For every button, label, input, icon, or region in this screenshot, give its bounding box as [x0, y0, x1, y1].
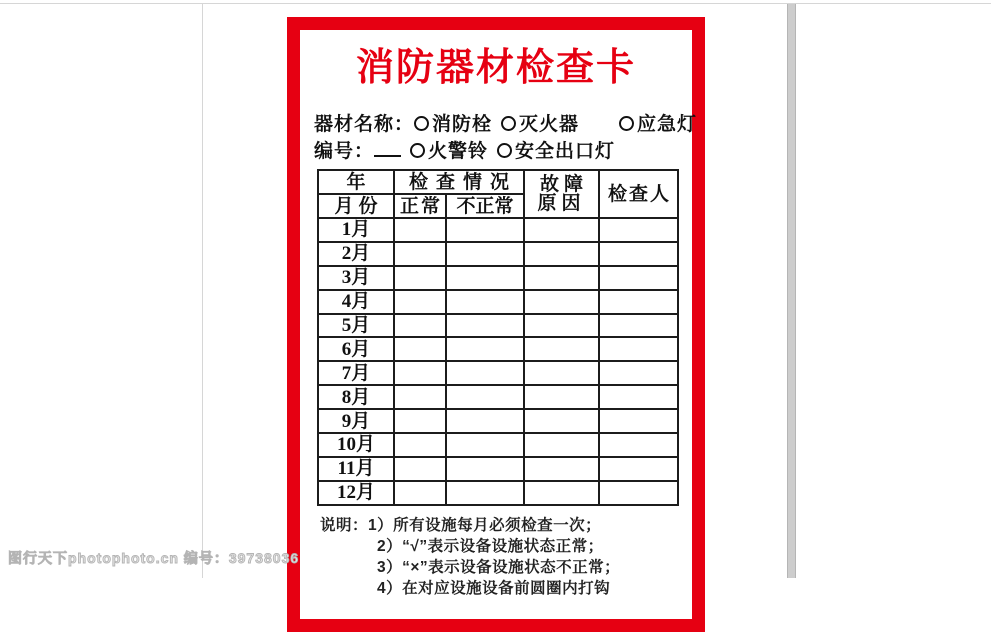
- option-fire-hydrant: [414, 111, 492, 138]
- month-cell: 1月: [318, 218, 394, 242]
- radio-circle-icon: [619, 116, 634, 131]
- grid-cell: [524, 361, 599, 385]
- option-fire-extinguisher: [501, 111, 579, 138]
- grid-cell: [446, 266, 524, 290]
- grid-cell: [394, 361, 446, 385]
- month-cell: 2月: [318, 242, 394, 266]
- grid-cell: [446, 290, 524, 314]
- radio-circle-icon: [414, 116, 429, 131]
- table-row: [318, 481, 678, 505]
- option-label: 火警铃: [428, 141, 489, 162]
- table-row: [318, 457, 678, 481]
- option-label: 安全出口灯: [515, 141, 616, 162]
- grid-cell: [394, 481, 446, 505]
- option-label: 灭火器: [519, 114, 580, 135]
- watermark: 图行天下photophoto.cn 编号：39738036: [8, 550, 300, 566]
- scrollbar[interactable]: [787, 4, 796, 578]
- serial-number-label: 编号：: [314, 141, 375, 162]
- grid-cell: [599, 218, 678, 242]
- divider-top: [0, 3, 991, 4]
- fault-reason-line2: 原因: [537, 193, 586, 214]
- month-cell: 3月: [318, 266, 394, 290]
- option-exit-light: [497, 138, 615, 165]
- table-row: [318, 266, 678, 290]
- table-row: [318, 337, 678, 361]
- grid-cell: [599, 337, 678, 361]
- inspection-table: [317, 169, 679, 506]
- month-header-cell: 月份: [318, 194, 394, 218]
- grid-cell: [394, 337, 446, 361]
- radio-circle-icon: [501, 116, 516, 131]
- inspector-header-cell: 检查人: [599, 170, 678, 218]
- grid-cell: [446, 409, 524, 433]
- fault-reason-header-cell: [524, 170, 599, 218]
- fire-equipment-inspection-card: [287, 17, 705, 632]
- grid-cell: [394, 290, 446, 314]
- grid-cell: [524, 314, 599, 338]
- grid-cell: [394, 218, 446, 242]
- note-item: 2）“√”表示设备设施状态正常；: [377, 537, 604, 555]
- grid-cell: [394, 433, 446, 457]
- grid-cell: [446, 337, 524, 361]
- fault-reason-line1: 故障: [540, 174, 589, 195]
- grid-cell: [524, 266, 599, 290]
- grid-cell: [394, 242, 446, 266]
- grid-cell: [599, 290, 678, 314]
- grid-cell: [524, 433, 599, 457]
- table-row: [318, 433, 678, 457]
- grid-cell: [599, 361, 678, 385]
- grid-cell: [599, 457, 678, 481]
- grid-cell: [599, 242, 678, 266]
- month-cell: 8月: [318, 385, 394, 409]
- grid-cell: [446, 218, 524, 242]
- grid-cell: [524, 218, 599, 242]
- table-row: [318, 314, 678, 338]
- grid-cell: [524, 481, 599, 505]
- table-row: [318, 242, 678, 266]
- grid-cell: [524, 409, 599, 433]
- grid-cell: [394, 385, 446, 409]
- grid-cell: [446, 314, 524, 338]
- month-cell: 5月: [318, 314, 394, 338]
- divider-left: [202, 4, 203, 578]
- grid-cell: [446, 385, 524, 409]
- grid-cell: [599, 409, 678, 433]
- equipment-section: [314, 111, 698, 165]
- grid-cell: [524, 242, 599, 266]
- month-cell: 6月: [318, 337, 394, 361]
- radio-circle-icon: [410, 143, 425, 158]
- serial-number-line: [314, 138, 692, 165]
- note-item: 4）在对应设施设备前圆圈内打钩: [377, 579, 611, 597]
- month-cell: 4月: [318, 290, 394, 314]
- year-header-cell: 年: [318, 170, 394, 194]
- table-row: [318, 409, 678, 433]
- equipment-name-line: [314, 111, 698, 138]
- notes-section: [320, 515, 692, 599]
- grid-cell: [394, 314, 446, 338]
- abnormal-header-cell: 不正常: [446, 194, 524, 218]
- card-title: 消防器材检查卡: [355, 47, 636, 89]
- month-cell: 9月: [318, 409, 394, 433]
- month-cell: 11月: [318, 457, 394, 481]
- grid-cell: [599, 433, 678, 457]
- table-row: [318, 290, 678, 314]
- note-item: 1）所有设施每月必须检查一次；: [368, 516, 602, 534]
- option-fire-alarm-bell: [410, 138, 488, 165]
- serial-number-blank: [374, 142, 401, 157]
- option-label: 应急灯: [637, 114, 698, 135]
- grid-cell: [446, 242, 524, 266]
- grid-cell: [446, 457, 524, 481]
- grid-cell: [394, 409, 446, 433]
- grid-cell: [446, 433, 524, 457]
- table-row: [318, 385, 678, 409]
- option-emergency-light: [619, 111, 697, 138]
- note-item: 3）“×”表示设备设施状态不正常；: [377, 558, 621, 576]
- grid-cell: [394, 266, 446, 290]
- notes-label: 说明：: [320, 516, 369, 534]
- option-label: 消防栓: [432, 114, 493, 135]
- month-cell: 12月: [318, 481, 394, 505]
- grid-cell: [599, 385, 678, 409]
- table-row: [318, 361, 678, 385]
- month-cell: 10月: [318, 433, 394, 457]
- equipment-name-label: 器材名称：: [314, 114, 415, 135]
- grid-cell: [524, 385, 599, 409]
- grid-cell: [524, 457, 599, 481]
- grid-cell: [446, 361, 524, 385]
- grid-cell: [599, 314, 678, 338]
- radio-circle-icon: [497, 143, 512, 158]
- grid-cell: [446, 481, 524, 505]
- grid-cell: [599, 481, 678, 505]
- grid-cell: [599, 266, 678, 290]
- grid-cell: [394, 457, 446, 481]
- grid-cell: [524, 337, 599, 361]
- note-line: [320, 515, 692, 536]
- table-row: [318, 218, 678, 242]
- month-cell: 7月: [318, 361, 394, 385]
- grid-cell: [524, 290, 599, 314]
- check-status-header-cell: 检查情况: [394, 170, 524, 194]
- table-header-row-1: [318, 170, 678, 194]
- normal-header-cell: 正常: [394, 194, 446, 218]
